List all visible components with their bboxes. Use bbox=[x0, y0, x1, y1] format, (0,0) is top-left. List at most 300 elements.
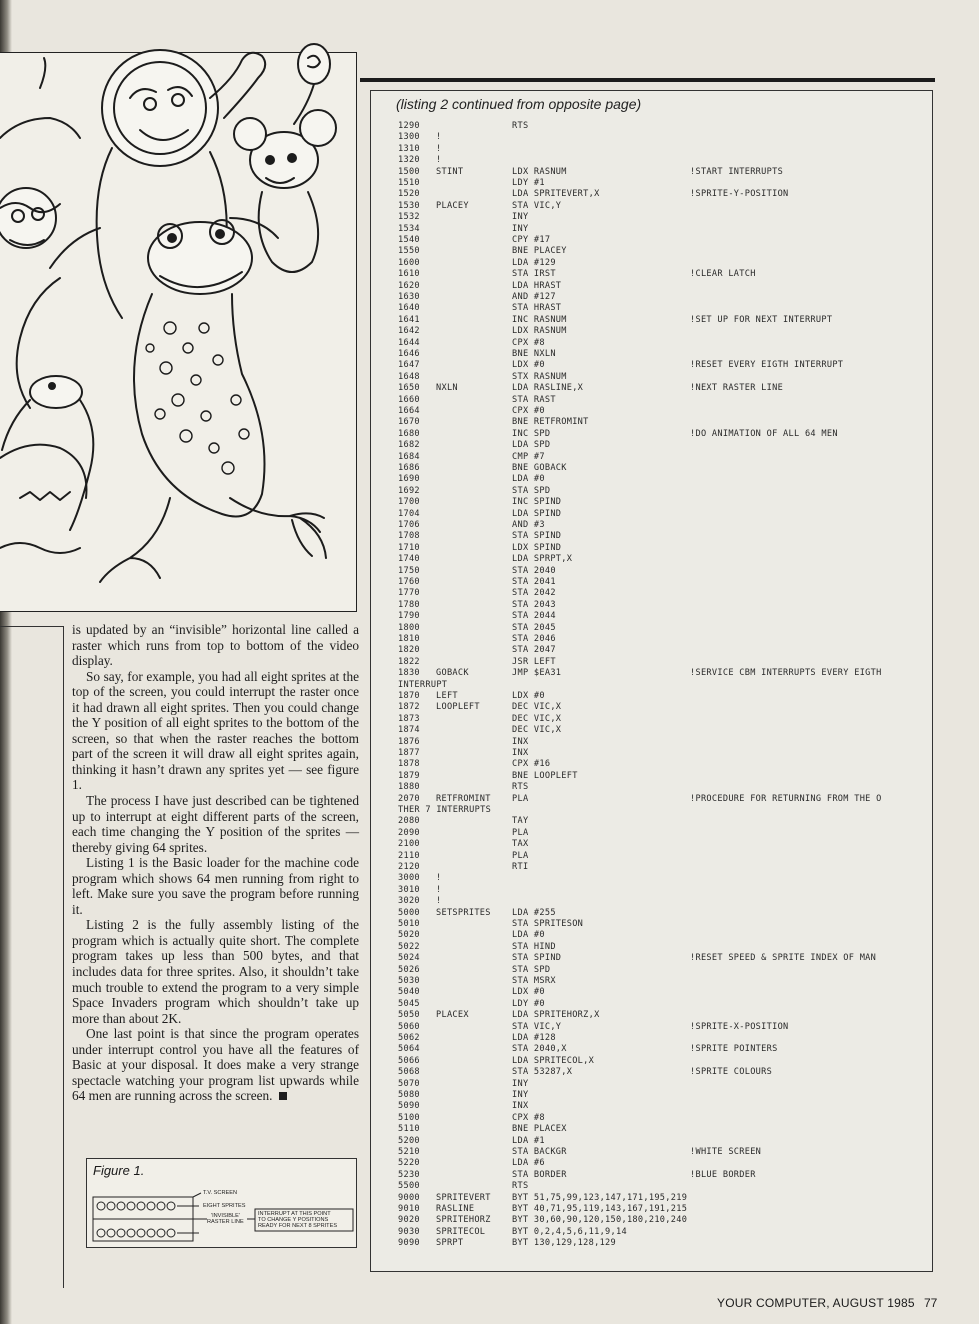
line-label: ! bbox=[436, 132, 442, 143]
listing-line bbox=[372, 280, 927, 292]
listing-line bbox=[372, 1214, 927, 1226]
listing-line bbox=[372, 975, 927, 987]
line-instruction: INY bbox=[512, 212, 529, 223]
line-number: 1874 bbox=[398, 725, 420, 736]
line-number: 3020 bbox=[398, 896, 420, 907]
line-number: 1648 bbox=[398, 371, 420, 382]
line-number: 3010 bbox=[398, 884, 420, 895]
line-number: 1641 bbox=[398, 314, 420, 325]
listing-continuation: THER 7 INTERRUPTS bbox=[398, 805, 492, 815]
listing-line bbox=[372, 1157, 927, 1169]
listing-line bbox=[372, 1180, 927, 1192]
line-number: 1704 bbox=[398, 508, 420, 519]
listing-line bbox=[372, 998, 927, 1010]
line-instruction: STA SPD bbox=[512, 485, 551, 496]
line-instruction: INY bbox=[512, 1090, 529, 1100]
line-number: 1640 bbox=[398, 303, 420, 314]
listing-line bbox=[372, 268, 927, 280]
line-number: 5090 bbox=[398, 1101, 420, 1112]
listing-line bbox=[372, 587, 927, 599]
line-comment: !START INTERRUPTS bbox=[690, 166, 784, 177]
listing-line bbox=[372, 850, 927, 862]
line-instruction: STA IRST bbox=[512, 269, 556, 280]
line-number: 5040 bbox=[398, 987, 420, 998]
line-instruction: LDA #255 bbox=[512, 907, 556, 918]
listing-line bbox=[372, 1226, 927, 1238]
line-instruction: DEC VIC,X bbox=[512, 713, 562, 724]
line-label: PLACEX bbox=[436, 1010, 469, 1021]
listing-caption: (listing 2 continued from opposite page) bbox=[396, 96, 642, 112]
line-label: SPRITECOL bbox=[436, 1226, 486, 1237]
listing-line bbox=[372, 223, 927, 235]
listing-line bbox=[372, 781, 927, 793]
article-paragraph: So say, for example, you had all eight sprites at the top of the screen, you could interrupt the raster once it had drawn all eight sprites. Then you could change the Y position of all eight sprites to the bottom of the screen, so that when the raster reaches the bottom part of the screen it will draw all eight sprites again, thinking it hasn’t drawn any sprites yet — see figure 1. bbox=[72, 668, 359, 793]
listing-line bbox=[372, 599, 927, 611]
line-number: 1690 bbox=[398, 474, 420, 485]
line-instruction: CPX #8 bbox=[512, 337, 545, 348]
line-number: 1610 bbox=[398, 269, 420, 280]
line-number: 5070 bbox=[398, 1078, 420, 1089]
listing-line bbox=[372, 1203, 927, 1215]
listing-line bbox=[372, 747, 927, 759]
listing-line bbox=[372, 1009, 927, 1021]
line-number: 1310 bbox=[398, 143, 420, 154]
listing-line bbox=[372, 929, 927, 941]
line-number: 1642 bbox=[398, 326, 420, 337]
line-number: 1750 bbox=[398, 565, 420, 576]
line-instruction: INC SPD bbox=[512, 428, 551, 439]
line-number: 1600 bbox=[398, 257, 420, 268]
line-comment: !NEXT RASTER LINE bbox=[690, 383, 784, 394]
line-instruction: STA MSRX bbox=[512, 976, 556, 986]
line-number: 5210 bbox=[398, 1147, 420, 1157]
listing-line bbox=[372, 234, 927, 246]
line-number: 1820 bbox=[398, 645, 420, 656]
line-number: 1630 bbox=[398, 292, 420, 302]
line-number: 5010 bbox=[398, 919, 420, 929]
line-instruction: LDX RASNUM bbox=[512, 326, 567, 337]
article-body bbox=[72, 622, 359, 1104]
line-number: 9030 bbox=[398, 1226, 420, 1237]
line-number: 5100 bbox=[398, 1112, 420, 1123]
line-instruction: LDA #6 bbox=[512, 1158, 545, 1169]
line-instruction: BYT 0,2,4,5,6,11,9,14 bbox=[512, 1226, 627, 1237]
listing-line bbox=[372, 394, 927, 406]
listing-line bbox=[372, 462, 927, 474]
listing-line bbox=[372, 1192, 927, 1204]
line-instruction: CPX #0 bbox=[512, 406, 545, 416]
line-instruction: LDX #0 bbox=[512, 691, 545, 701]
line-instruction: STA SPD bbox=[512, 964, 551, 975]
line-instruction: INC SPIND bbox=[512, 497, 562, 508]
end-of-article-mark bbox=[279, 1092, 287, 1100]
listing-line bbox=[372, 758, 927, 770]
listing-line bbox=[372, 622, 927, 634]
line-instruction: PLA bbox=[512, 827, 529, 838]
header-rule bbox=[360, 78, 935, 82]
line-label: SPRPT bbox=[436, 1238, 464, 1249]
line-instruction: STA VIC,Y bbox=[512, 1021, 562, 1032]
line-number: 5022 bbox=[398, 941, 420, 952]
line-comment: !SPRITE POINTERS bbox=[690, 1044, 778, 1055]
line-instruction: INX bbox=[512, 748, 529, 758]
line-instruction: TAX bbox=[512, 839, 529, 850]
line-number: 1647 bbox=[398, 360, 420, 371]
line-number: 2070 bbox=[398, 793, 420, 804]
line-number: 1684 bbox=[398, 451, 420, 462]
listing-line bbox=[372, 907, 927, 919]
line-instruction: STA 2040,X bbox=[512, 1044, 567, 1055]
line-number: 1877 bbox=[398, 748, 420, 758]
line-instruction: LDA #0 bbox=[512, 930, 545, 941]
line-number: 5026 bbox=[398, 964, 420, 975]
line-instruction: BNE LOOPLEFT bbox=[512, 770, 578, 781]
line-instruction: STA RAST bbox=[512, 394, 556, 405]
listing-line bbox=[372, 451, 927, 463]
line-label: ! bbox=[436, 896, 442, 907]
line-number: 5062 bbox=[398, 1033, 420, 1043]
line-instruction: BNE NXLN bbox=[512, 349, 556, 359]
line-number: 1810 bbox=[398, 634, 420, 644]
listing-line bbox=[372, 508, 927, 520]
line-instruction: STA HRAST bbox=[512, 303, 562, 314]
line-number: 1530 bbox=[398, 200, 420, 211]
line-instruction: JMP $EA31 bbox=[512, 668, 562, 679]
line-instruction: JSR LEFT bbox=[512, 656, 556, 667]
line-instruction: RTS bbox=[512, 782, 529, 793]
line-number: 1880 bbox=[398, 782, 420, 793]
line-number: 1822 bbox=[398, 656, 420, 667]
listing-line bbox=[372, 565, 927, 577]
listing-line bbox=[372, 553, 927, 565]
line-comment: !SPRITE COLOURS bbox=[690, 1067, 773, 1078]
page-number: 77 bbox=[924, 1296, 938, 1310]
listing-line bbox=[372, 1112, 927, 1124]
listing-line bbox=[372, 166, 927, 178]
line-number: 1740 bbox=[398, 554, 420, 565]
line-number: 1620 bbox=[398, 280, 420, 291]
tv-screen-label: T.V. SCREEN bbox=[203, 1190, 237, 1196]
cartoon-illustration bbox=[0, 28, 358, 612]
line-number: 1320 bbox=[398, 155, 420, 166]
listing-line bbox=[372, 348, 927, 360]
listing-line bbox=[372, 713, 927, 725]
line-instruction: STA 2041 bbox=[512, 577, 556, 587]
listing-line bbox=[372, 633, 927, 645]
listing-line bbox=[372, 496, 927, 508]
listing-line bbox=[372, 815, 927, 827]
listing-line bbox=[372, 291, 927, 303]
line-label: LOOPLEFT bbox=[436, 702, 480, 713]
listing-line bbox=[372, 918, 927, 930]
listing-line bbox=[372, 245, 927, 257]
line-number: 1770 bbox=[398, 588, 420, 599]
line-number: 5064 bbox=[398, 1044, 420, 1055]
line-instruction: LDY #1 bbox=[512, 178, 545, 188]
listing-line bbox=[372, 1100, 927, 1112]
listing-line bbox=[372, 325, 927, 337]
line-number: 1708 bbox=[398, 531, 420, 542]
listing-line bbox=[372, 576, 927, 588]
line-number: 1876 bbox=[398, 736, 420, 747]
line-instruction: STA VIC,Y bbox=[512, 200, 562, 211]
line-instruction: LDA SPRITECOL,X bbox=[512, 1055, 595, 1066]
line-number: 5080 bbox=[398, 1090, 420, 1100]
article-paragraph-text: One last point is that since the program operates under interrupt control you have all the features of Basic at your disposal. It does make a very strange spectacle watching your program list upwards while 64 men are running across the screen. bbox=[72, 1026, 359, 1104]
line-instruction: INX bbox=[512, 736, 529, 747]
line-number: 1532 bbox=[398, 212, 420, 223]
line-number: 1650 bbox=[398, 383, 420, 394]
line-label: RASLINE bbox=[436, 1204, 475, 1214]
line-number: 1646 bbox=[398, 349, 420, 359]
listing-line bbox=[372, 736, 927, 748]
listing-line bbox=[372, 656, 927, 668]
line-instruction: AND #3 bbox=[512, 520, 545, 530]
listing-line bbox=[372, 428, 927, 440]
line-number: 1873 bbox=[398, 713, 420, 724]
line-number: 1706 bbox=[398, 520, 420, 530]
listing-line bbox=[372, 679, 927, 691]
line-label: STINT bbox=[436, 166, 464, 177]
line-label: ! bbox=[436, 884, 442, 895]
line-instruction: RTI bbox=[512, 862, 529, 872]
line-number: 2090 bbox=[398, 827, 420, 838]
line-label: ! bbox=[436, 155, 442, 166]
running-footer: YOUR COMPUTER, AUGUST 1985 bbox=[717, 1296, 915, 1310]
line-instruction: LDA #1 bbox=[512, 1135, 545, 1146]
listing-line bbox=[372, 439, 927, 451]
invisible-label: 'INVISIBLE' bbox=[211, 1213, 240, 1219]
line-number: 1878 bbox=[398, 759, 420, 770]
listing-line bbox=[372, 941, 927, 953]
line-comment: !SERVICE CBM INTERRUPTS EVERY EIGTH bbox=[690, 668, 882, 679]
listing-line bbox=[372, 644, 927, 656]
line-instruction: PLA bbox=[512, 793, 529, 804]
line-number: 1790 bbox=[398, 611, 420, 622]
line-instruction: STA 2046 bbox=[512, 634, 556, 644]
listing-line bbox=[372, 120, 927, 132]
listing-line bbox=[372, 177, 927, 189]
listing-line bbox=[372, 895, 927, 907]
line-number: 1682 bbox=[398, 440, 420, 451]
line-number: 1780 bbox=[398, 599, 420, 610]
listing-line bbox=[372, 302, 927, 314]
line-comment: !RESET EVERY EIGTH INTERRUPT bbox=[690, 360, 844, 371]
listing-line bbox=[372, 257, 927, 269]
line-instruction: STA BORDER bbox=[512, 1169, 567, 1180]
line-number: 1872 bbox=[398, 702, 420, 713]
line-instruction: STX RASNUM bbox=[512, 371, 567, 382]
line-number: 2080 bbox=[398, 816, 420, 827]
listing-line bbox=[372, 861, 927, 873]
interrupt-note-line-2: TO CHANGE Y POSITIONS bbox=[258, 1217, 329, 1223]
line-label: ! bbox=[436, 143, 442, 154]
line-instruction: LDA SPD bbox=[512, 440, 551, 451]
line-instruction: LDA SPIND bbox=[512, 508, 562, 519]
line-instruction: STA BACKGR bbox=[512, 1147, 567, 1157]
line-instruction: LDA SPRPT,X bbox=[512, 554, 573, 565]
listing-line bbox=[372, 690, 927, 702]
listing-line bbox=[372, 1043, 927, 1055]
line-comment: !BLUE BORDER bbox=[690, 1169, 756, 1180]
line-instruction: DEC VIC,X bbox=[512, 725, 562, 736]
line-number: 5030 bbox=[398, 976, 420, 986]
listing-line bbox=[372, 143, 927, 155]
line-number: 9020 bbox=[398, 1215, 420, 1226]
listing-line bbox=[372, 964, 927, 976]
listing-line bbox=[372, 416, 927, 428]
listing-line bbox=[372, 1032, 927, 1044]
line-instruction: LDX RASNUM bbox=[512, 166, 567, 177]
line-number: 5230 bbox=[398, 1169, 420, 1180]
line-instruction: STA 2042 bbox=[512, 588, 556, 599]
line-instruction: BYT 40,71,95,119,143,167,191,215 bbox=[512, 1204, 688, 1214]
figure-1 bbox=[86, 1158, 357, 1248]
line-number: 5220 bbox=[398, 1158, 420, 1169]
line-instruction: LDY #0 bbox=[512, 998, 545, 1009]
listing-line bbox=[372, 131, 927, 143]
left-column-divider bbox=[63, 626, 64, 1288]
article-paragraph bbox=[72, 1026, 359, 1104]
line-number: 5045 bbox=[398, 998, 420, 1009]
line-number: 2110 bbox=[398, 850, 420, 861]
listing-line bbox=[372, 986, 927, 998]
line-number: 5068 bbox=[398, 1067, 420, 1078]
line-number: 5020 bbox=[398, 930, 420, 941]
line-instruction: LDA #128 bbox=[512, 1033, 556, 1043]
listing-line bbox=[372, 952, 927, 964]
line-number: 1550 bbox=[398, 246, 420, 257]
line-number: 3000 bbox=[398, 873, 420, 884]
left-column-rule bbox=[0, 626, 64, 627]
line-instruction: STA SPRITESON bbox=[512, 919, 584, 929]
line-number: 1710 bbox=[398, 542, 420, 553]
line-instruction: LDA #129 bbox=[512, 257, 556, 268]
listing-line bbox=[372, 793, 927, 805]
listing-line bbox=[372, 314, 927, 326]
listing-line bbox=[372, 872, 927, 884]
listing-line bbox=[372, 154, 927, 166]
line-instruction: AND #127 bbox=[512, 292, 556, 302]
line-instruction: CPY #17 bbox=[512, 235, 551, 245]
listing-line bbox=[372, 473, 927, 485]
article-paragraph: Listing 1 is the Basic loader for the machine code program which shows 64 men running from right to left. Make sure you save the program before running it. bbox=[72, 855, 359, 917]
article-paragraph: The process I have just described can be tightened up to interrupt at eight different parts of the screen, each time changing the Y position of the sprites — thereby giving 64 sprites. bbox=[72, 793, 359, 855]
listing-line bbox=[372, 359, 927, 371]
top-sprite-row bbox=[97, 1202, 175, 1210]
line-comment: !CLEAR LATCH bbox=[690, 269, 756, 280]
line-instruction: STA SPIND bbox=[512, 531, 562, 542]
listing-line bbox=[372, 1066, 927, 1078]
line-comment: !SET UP FOR NEXT INTERRUPT bbox=[690, 314, 833, 325]
listing-line bbox=[372, 701, 927, 713]
line-number: 1879 bbox=[398, 770, 420, 781]
listing-line bbox=[372, 724, 927, 736]
line-instruction: STA HIND bbox=[512, 941, 556, 952]
eight-sprites-label: EIGHT SPRITES bbox=[203, 1203, 246, 1209]
line-instruction: STA SPIND bbox=[512, 953, 562, 964]
line-number: 1540 bbox=[398, 235, 420, 245]
line-label: LEFT bbox=[436, 691, 458, 701]
line-number: 1870 bbox=[398, 691, 420, 701]
interrupt-note-line-1: INTERRUPT AT THIS POINT bbox=[258, 1211, 331, 1217]
line-number: 5000 bbox=[398, 907, 420, 918]
line-instruction: STA 2044 bbox=[512, 611, 556, 622]
listing-line bbox=[372, 827, 927, 839]
line-label: PLACEY bbox=[436, 200, 469, 211]
line-instruction: INC RASNUM bbox=[512, 314, 567, 325]
listing-line bbox=[372, 211, 927, 223]
line-label: RETFROMINT bbox=[436, 793, 491, 804]
listing-line bbox=[372, 1169, 927, 1181]
assembly-listing bbox=[372, 120, 927, 1270]
line-number: 1300 bbox=[398, 132, 420, 143]
line-instruction: LDA SPRITEHORZ,X bbox=[512, 1010, 600, 1021]
listing-line bbox=[372, 405, 927, 417]
listing-line bbox=[372, 610, 927, 622]
line-instruction: LDA SPRITEVERT,X bbox=[512, 189, 600, 200]
line-comment: !DO ANIMATION OF ALL 64 MEN bbox=[690, 428, 838, 439]
line-instruction: STA 2043 bbox=[512, 599, 556, 610]
line-label: SETSPRITES bbox=[436, 907, 491, 918]
line-instruction: LDX #0 bbox=[512, 360, 545, 371]
line-instruction: CPX #16 bbox=[512, 759, 551, 770]
listing-line bbox=[372, 1146, 927, 1158]
line-instruction: BYT 51,75,99,123,147,171,195,219 bbox=[512, 1192, 688, 1203]
line-number: 9010 bbox=[398, 1204, 420, 1214]
listing-line bbox=[372, 1123, 927, 1135]
listing-line bbox=[372, 1055, 927, 1067]
line-instruction: BNE PLACEY bbox=[512, 246, 567, 257]
line-comment: !PROCEDURE FOR RETURNING FROM THE O bbox=[690, 793, 882, 804]
listing-line bbox=[372, 542, 927, 554]
line-number: 1644 bbox=[398, 337, 420, 348]
line-number: 5066 bbox=[398, 1055, 420, 1066]
listing-line bbox=[372, 1135, 927, 1147]
article-paragraph: is updated by an “invisible” horizontal line called a raster which runs from top to bottom of the video display. bbox=[72, 622, 359, 669]
line-number: 1760 bbox=[398, 577, 420, 587]
line-number: 1510 bbox=[398, 178, 420, 188]
listing-line bbox=[372, 371, 927, 383]
line-instruction: INY bbox=[512, 1078, 529, 1089]
listing-line bbox=[372, 337, 927, 349]
line-label: GOBACK bbox=[436, 668, 469, 679]
line-instruction: DEC VIC,X bbox=[512, 702, 562, 713]
line-comment: !RESET SPEED & SPRITE INDEX OF MAN bbox=[690, 953, 877, 964]
line-instruction: CMP #7 bbox=[512, 451, 545, 462]
listing-line bbox=[372, 1078, 927, 1090]
line-number: 1680 bbox=[398, 428, 420, 439]
interrupt-note-line-3: READY FOR NEXT 8 SPRITES bbox=[258, 1223, 338, 1229]
listing-line bbox=[372, 530, 927, 542]
line-number: 5050 bbox=[398, 1010, 420, 1021]
line-instruction: RTS bbox=[512, 121, 529, 131]
line-number: 5060 bbox=[398, 1021, 420, 1032]
line-instruction: INX bbox=[512, 1101, 529, 1112]
line-instruction: INY bbox=[512, 223, 529, 234]
line-number: 5024 bbox=[398, 953, 420, 964]
listing-line bbox=[372, 804, 927, 816]
listing-line bbox=[372, 667, 927, 679]
line-comment: !WHITE SCREEN bbox=[690, 1147, 762, 1157]
line-instruction: LDA RASLINE,X bbox=[512, 383, 584, 394]
listing-line bbox=[372, 200, 927, 212]
line-instruction: PLA bbox=[512, 850, 529, 861]
line-number: 1700 bbox=[398, 497, 420, 508]
line-label: ! bbox=[436, 873, 442, 884]
listing-line bbox=[372, 838, 927, 850]
listing-line bbox=[372, 382, 927, 394]
